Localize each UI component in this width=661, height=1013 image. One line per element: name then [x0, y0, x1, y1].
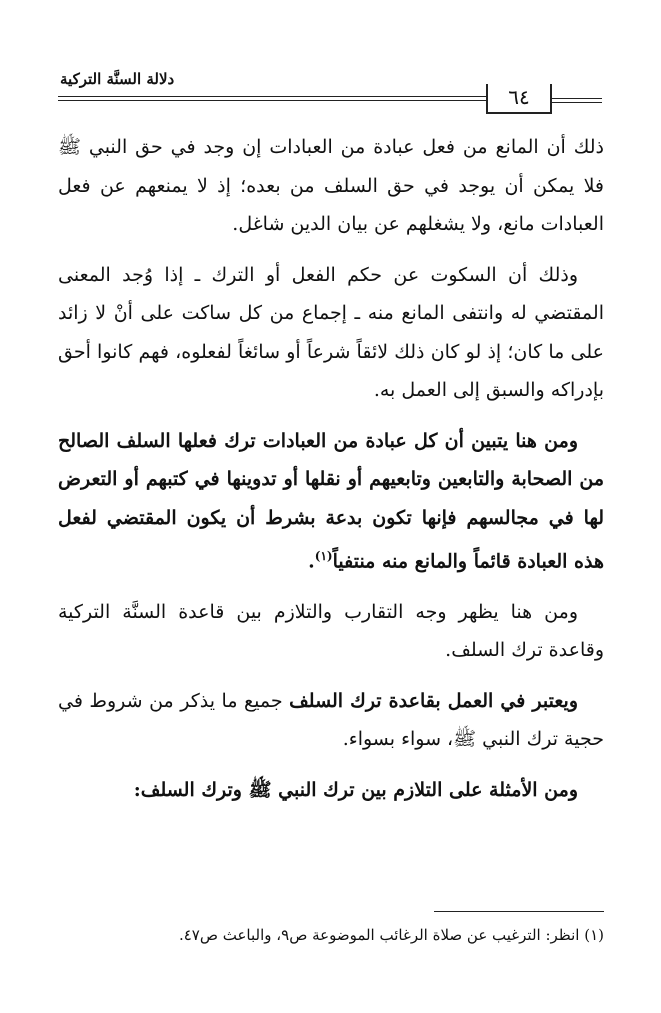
paragraph-1: ذلك أن المانع من فعل عبادة من العبادات إن وجد في حق النبي ﷺ فلا يمكن أن يوجد في حق السلف من بعده؛ إذ لا يمنعهم عن فعل العبادات مانع، ولا يشغلهم عن بيان الدين شاغل. [58, 136, 604, 235]
header-rule-right [552, 98, 602, 99]
footnote-number: (١) [584, 926, 604, 944]
paragraph-5-bold: ويعتبر في العمل بقاعدة ترك السلف [289, 689, 578, 712]
paragraph-3-text: ومن هنا يتبين أن كل عبادة من العبادات ترك فعلها السلف الصالح من الصحابة والتابعين وتابعيهم أو نقلها أو تدوينها في كتبهم أو التعرض لها في مجالسهم فإنها تكون بدعة بشرط أن يكون المقتضي لفعل هذه العبادة قائماً والمانع منه منتفياً [58, 429, 604, 573]
header-rule-right-double [552, 102, 602, 103]
paragraph-4: ومن هنا يظهر وجه التقارب والتلازم بين قاعدة السنَّة التركية وقاعدة ترك السلف. [58, 600, 604, 662]
footnote-rule [434, 911, 604, 912]
header-rule-double [58, 100, 486, 101]
running-title: دلالة السنَّة التركية [60, 70, 175, 88]
footnote-marker: (١) [314, 549, 333, 563]
paragraph-5-text: جميع ما يذكر من شروط في حجية ترك النبي ﷺ، سواء بسواء. [58, 689, 604, 751]
paragraph-5 [58, 682, 604, 759]
footnote [58, 924, 604, 946]
footnote-text: انظر: الترغيب عن صلاة الرغائب الموضوعة ص٩، والباعث ص٤٧. [178, 926, 580, 944]
body-text [58, 128, 604, 821]
paragraph-6: ومن الأمثلة على التلازم بين ترك النبي ﷺ وترك السلف: [133, 778, 578, 801]
paragraph-3 [58, 422, 604, 581]
header-rule [58, 96, 486, 97]
paragraph-2: وذلك أن السكوت عن حكم الفعل أو الترك ـ إذا وُجد المعنى المقتضي له وانتفى المانع منه ـ إجماع من كل ساكت على أنْ لا زائد على ما كان؛ إذ لو كان ذلك لائقاً شرعاً أو سائغاً لفعلوه، فهم كانوا أحق بإدراكه والسبق إلى العمل به. [58, 263, 604, 401]
paragraph-3-end: . [308, 550, 315, 573]
page-number: ٦٤ [486, 84, 552, 114]
